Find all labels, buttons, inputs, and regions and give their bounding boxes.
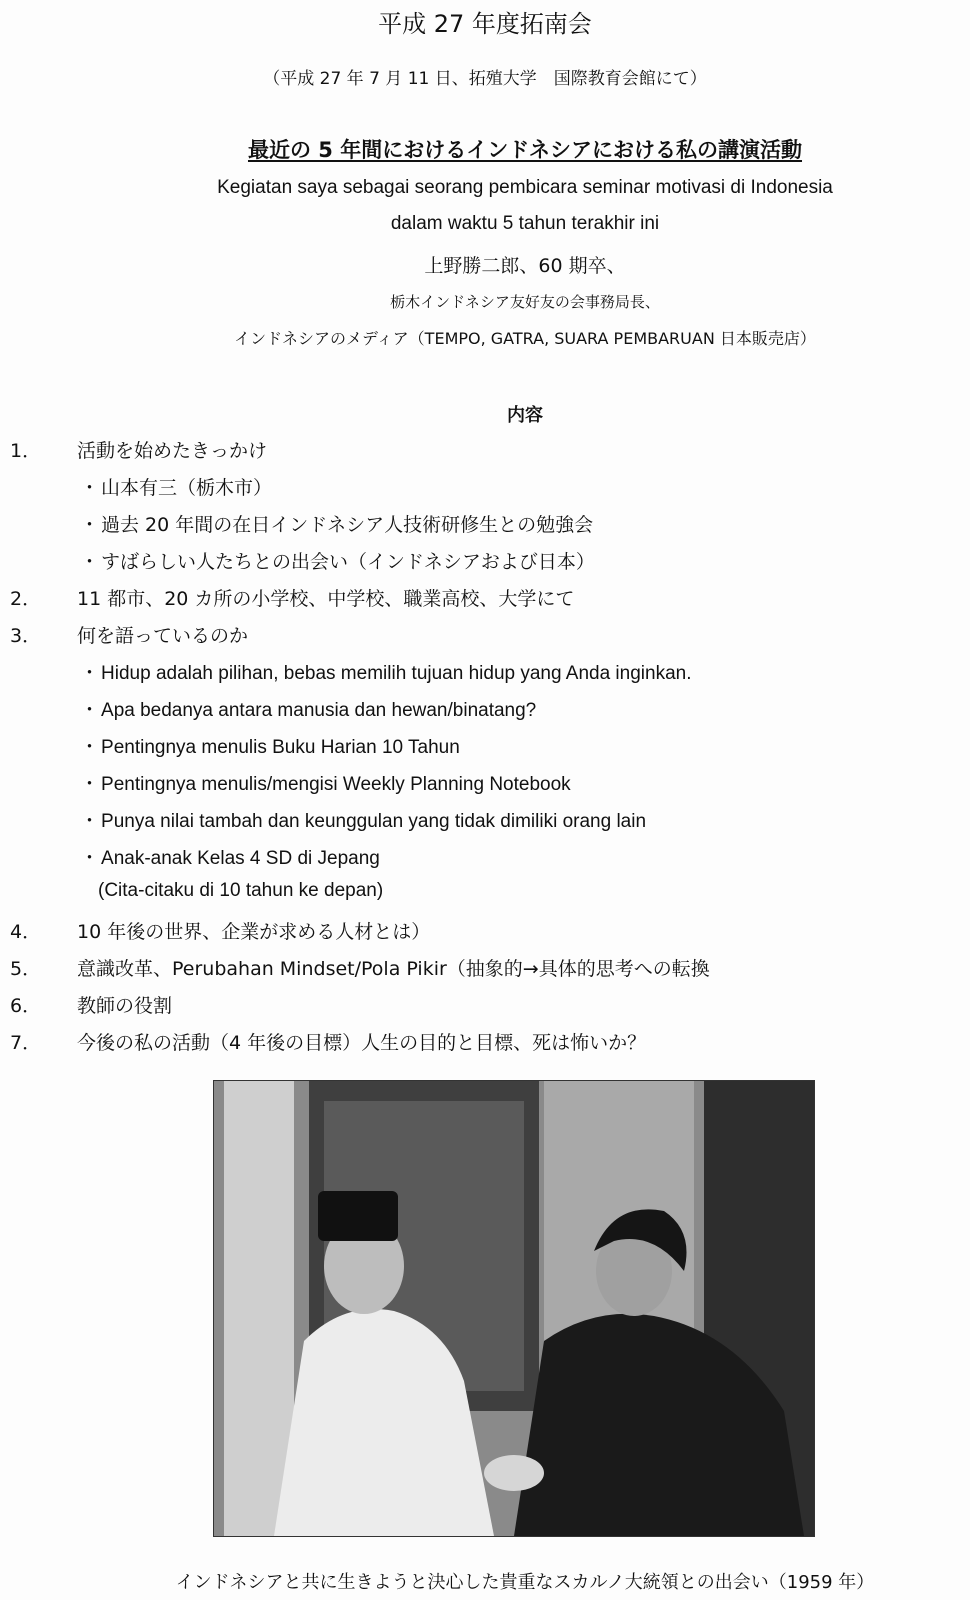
sub-item-text: ・ Hidup adalah pilihan, bebas memilih tujuan hidup yang Anda inginkan.: [80, 658, 692, 685]
list-item: [0, 432, 970, 469]
item-text: 何を語っているのか: [77, 625, 249, 647]
author-name: 上野勝二郎、60 期卒、: [424, 255, 626, 277]
sub-item-text: ・ 山本有三（栃木市）: [80, 473, 272, 500]
sub-item: [0, 691, 970, 728]
talk-heading-jp: 最近の 5 年間におけるインドネシアにおける私の講演活動: [247, 138, 803, 162]
list-item: [0, 580, 970, 617]
sub-item-continuation: [0, 876, 970, 913]
talk-heading-id-line2: dalam waktu 5 tahun terakhir ini: [390, 213, 660, 234]
sub-item: [0, 839, 970, 876]
sub-item: [0, 654, 970, 691]
author-role-1: 栃木インドネシア友好友の会事務局長、: [390, 293, 660, 311]
sub-item-text: ・ すばらしい人たちとの出会い（インドネシアおよび日本）: [80, 547, 595, 574]
item-text: 11 都市、20 カ所の小学校、中学校、職業高校、大学にて: [77, 588, 575, 610]
contents-heading: 内容: [507, 405, 543, 426]
sub-item: [0, 543, 970, 580]
sub-item-text: ・ Punya nilai tambah dan keunggulan yang tidak dimiliki orang lain: [80, 806, 646, 833]
item-text: 活動を始めたきっかけ: [77, 440, 268, 462]
list-item: [0, 950, 970, 987]
sub-item-text: ・ Anak-anak Kelas 4 SD di Jepang: [80, 843, 380, 870]
list-item: [0, 1024, 970, 1061]
sub-item: [0, 728, 970, 765]
sub-item: [0, 506, 970, 543]
item-number: 4 ．: [10, 917, 41, 944]
list-item: [0, 913, 970, 950]
sub-item-text: ・ Pentingnya menulis Buku Harian 10 Tahun: [80, 732, 460, 759]
sub-item-continuation-text: (Cita-citaku di 10 tahun ke depan): [98, 880, 384, 901]
sub-item: [0, 765, 970, 802]
item-number: 6 ．: [10, 991, 41, 1018]
sub-item-text: ・ 過去 20 年間の在日インドネシア人技術研修生との勉強会: [80, 510, 593, 537]
item-number: 3 ．: [10, 621, 41, 648]
author-role-2: インドネシアのメディア（TEMPO, GATRA, SUARA PEMBARUAN 日本販売店）: [234, 329, 816, 348]
photo-caption: インドネシアと共に生きようと決心した貴重なスカルノ大統領との出会い（1959 年）: [175, 1572, 875, 1593]
talk-heading-id-line1: Kegiatan saya sebagai seorang pembicara seminar motivasi di Indonesia: [217, 177, 833, 198]
list-item: [0, 987, 970, 1024]
list-item: [0, 617, 970, 654]
item-text: 10 年後の世界、企業が求める人材とは）: [77, 921, 431, 943]
sub-item-text: ・ Apa bedanya antara manusia dan hewan/binatang?: [80, 695, 536, 722]
contents-list: [0, 432, 970, 1061]
item-number: 2 ．: [10, 584, 41, 611]
sub-item: [0, 469, 970, 506]
item-text: 今後の私の活動（4 年後の目標）人生の目的と目標、死は怖いか？: [77, 1032, 647, 1054]
item-text: 意識改革、Perubahan Mindset/Pola Pikir（抽象的→具体的思考への転換: [77, 958, 710, 980]
document-title: 平成 27 年度拓南会: [378, 10, 592, 38]
item-number: 1 ．: [10, 436, 41, 463]
historic-photo: [213, 1080, 815, 1537]
sub-item-text: ・ Pentingnya menulis/mengisi Weekly Planning Notebook: [80, 769, 571, 796]
event-details: （平成 27 年 7 月 11 日、拓殖大学 国際教育会館にて）: [263, 69, 707, 89]
item-text: 教師の役割: [77, 995, 173, 1017]
photo-illustration: [214, 1081, 814, 1536]
item-number: 7 ．: [10, 1028, 41, 1055]
sub-item: [0, 802, 970, 839]
item-number: 5 ．: [10, 954, 41, 981]
